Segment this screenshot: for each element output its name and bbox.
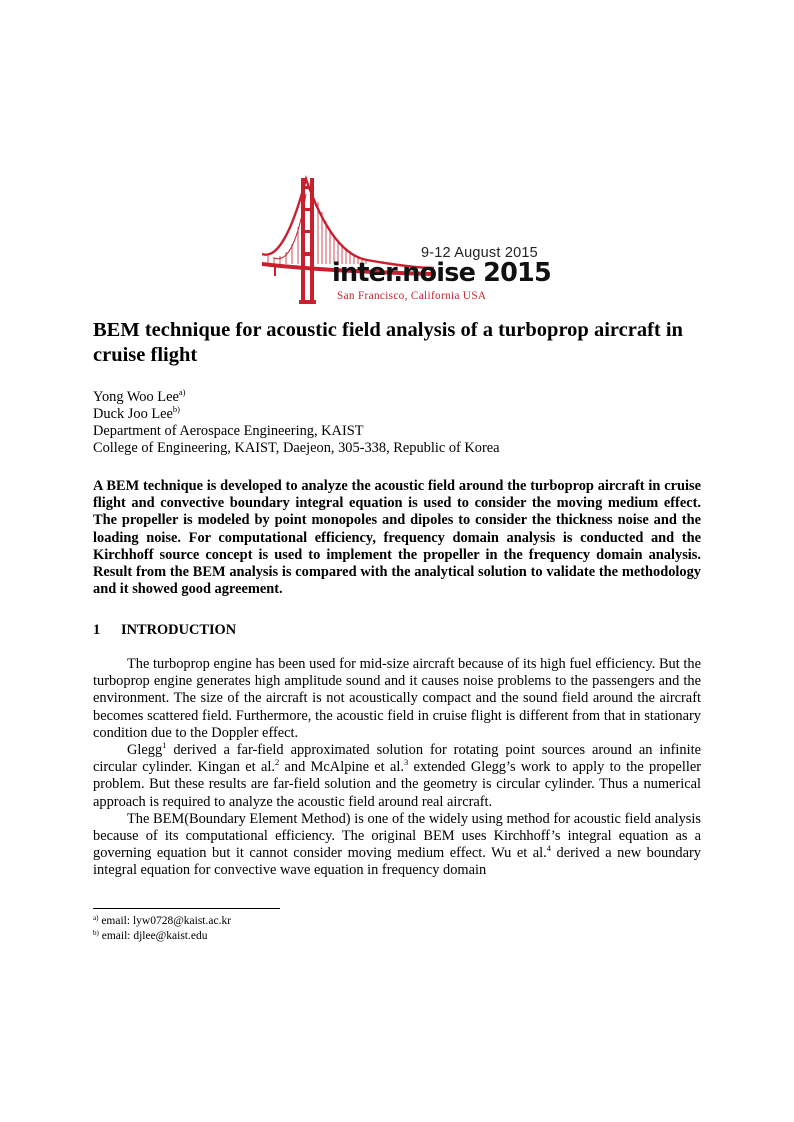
body-text <box>93 656 701 880</box>
footnote <box>93 929 231 944</box>
citation-ref: 1 <box>162 740 167 751</box>
author-mark: a) <box>178 387 186 397</box>
abstract: A BEM technique is developed to analyze the acoustic field around the turboprop aircraft in cruise flight and convective boundary integral equation is used to consider the moving medium effect. The propeller is modeled by point monopoles and dipoles to consider the thickness noise and the loading noise. For computational efficiency, frequency domain analysis is conducted and the Kirchhoff source concept is used to implement the propeller in the frequency domain analysis. Result from the BEM analysis is compared with the analytical solution to validate the methodology and it showed good agreement. <box>93 478 701 598</box>
author-line <box>93 406 703 423</box>
footnote-divider <box>93 908 280 909</box>
section-title: INTRODUCTION <box>121 622 237 638</box>
footnote-mark: b) <box>93 929 99 937</box>
text-run: Glegg <box>127 742 163 759</box>
logo-wordmark: inter.noise 2015 <box>332 258 551 288</box>
citation-ref: 2 <box>274 757 280 768</box>
author-line <box>93 389 703 406</box>
section-heading <box>93 622 236 639</box>
author-name: Duck Joo Lee <box>93 406 173 422</box>
section-number: 1 <box>93 622 101 638</box>
footnote-text: email: djlee@kaist.edu <box>98 930 208 942</box>
citation-ref: 4 <box>546 843 552 854</box>
citation-ref: 3 <box>403 757 409 768</box>
text-run: derived a new boundary integral equation for convective wave equation in frequency domain <box>93 845 701 879</box>
logo-location: San Francisco, California USA <box>337 290 487 302</box>
text-run: The BEM(Boundary Element Method) is one of the widely using method for acoustic field analysis because of its computational efficiency. The original BEM uses Kirchhoff’s integral equation as a governing equation but it cannot consider moving medium effect. Wu et al. <box>93 810 701 862</box>
affiliation: College of Engineering, KAIST, Daejeon, 305-338, Republic of Korea <box>93 440 500 456</box>
footnote <box>93 914 231 929</box>
affiliation: Department of Aerospace Engineering, KAIST <box>93 423 364 439</box>
paragraph <box>93 811 701 880</box>
author-name: Yong Woo Lee <box>93 389 179 405</box>
footnote-text: email: lyw0728@kaist.ac.kr <box>98 915 232 927</box>
paragraph: The turboprop engine has been used for mid-size aircraft because of its high fuel efficiency. But the turboprop engine generates high amplitude sound and it causes noise problems to the passengers and the environment. The size of the aircraft is not acoustically compact and the sound field around the aircraft becomes scattered field. Furthermore, the acoustic field in cruise flight is different from that in stationary condition due to the Doppler effect. <box>93 656 701 741</box>
footnotes <box>93 914 231 944</box>
paragraph <box>93 742 701 811</box>
conference-logo <box>262 172 551 307</box>
text-run: extended Glegg’s work to apply to the propeller problem. But these results are far-field solution and the geometry is circular cylinder. Thus a numerical approach is required to analyze the acoustic field around real aircraft. <box>93 759 701 810</box>
text-run: and McAlpine et al. <box>279 759 404 776</box>
author-mark: b) <box>172 404 181 414</box>
author-block <box>93 389 703 457</box>
text-run: derived a far-field approximated solution for rotating point sources around an infinite circular cylinder. Kingan et al. <box>93 742 701 776</box>
paper-title: BEM technique for acoustic field analysis of a turboprop aircraft in cruise flight <box>93 319 683 366</box>
logo-date: 9-12 August 2015 <box>421 245 538 261</box>
footnote-mark: a) <box>93 914 99 922</box>
